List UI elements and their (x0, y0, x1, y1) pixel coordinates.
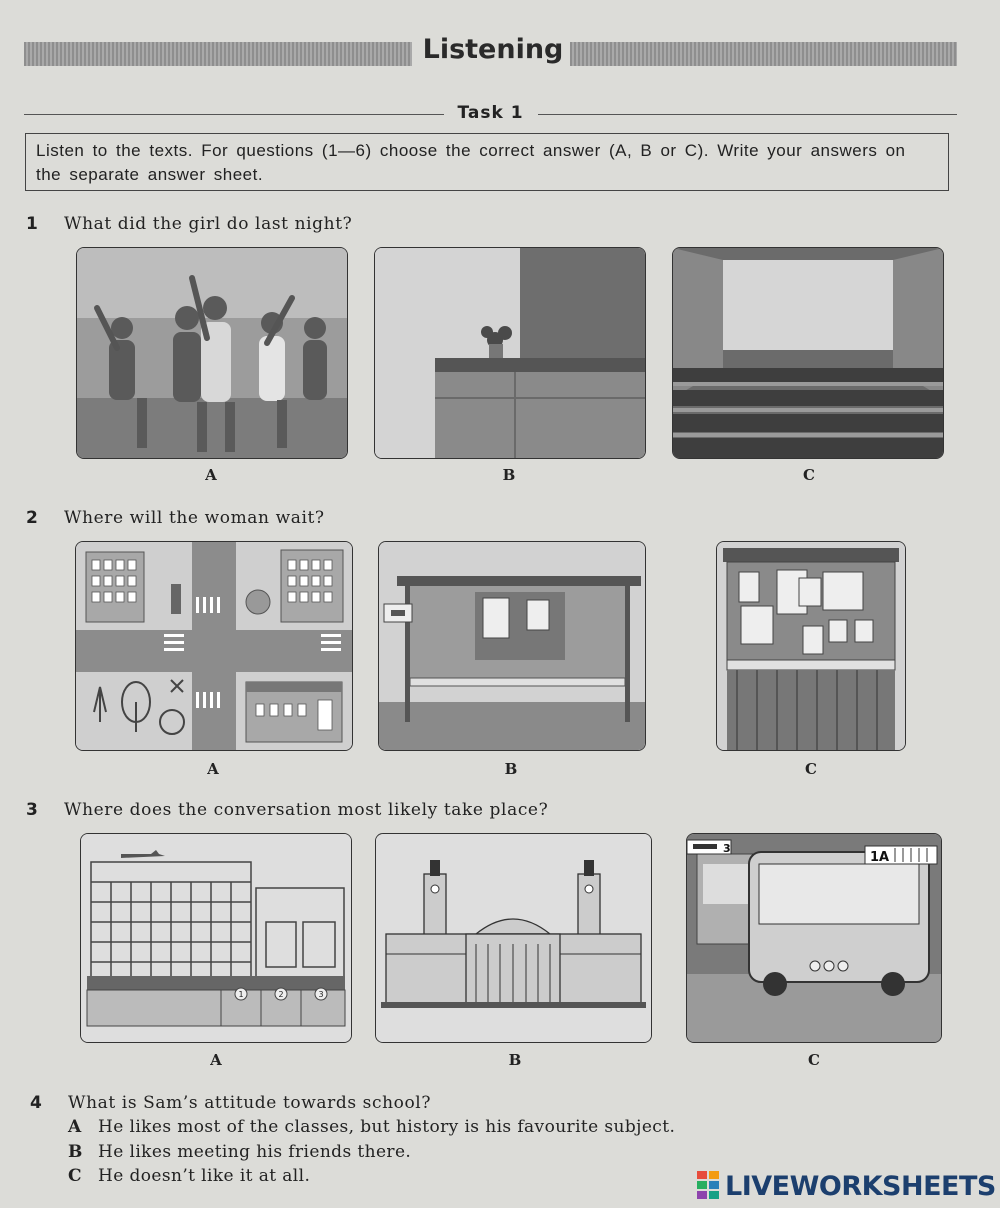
q1-option-b-image[interactable] (374, 247, 646, 459)
q1-label-a: A (205, 466, 217, 484)
platform-number-3: 3 (723, 842, 731, 855)
question-2 (26, 508, 325, 528)
q4-answer-a[interactable] (68, 1117, 675, 1137)
q2-label-b: B (504, 760, 518, 778)
task-divider-left (24, 114, 444, 115)
q3-option-a-image[interactable] (80, 833, 352, 1043)
task-divider-right (538, 114, 957, 115)
q2-option-c-image[interactable] (716, 541, 906, 751)
answer-text: He doesn’t like it at all. (98, 1166, 311, 1186)
q2-option-b-image[interactable] (378, 541, 646, 751)
liveworksheets-icon (697, 1171, 719, 1199)
liveworksheets-logo (697, 1171, 996, 1202)
q3-label-b: B (508, 1051, 522, 1069)
q4-answer-b[interactable] (68, 1142, 411, 1162)
platform-number-1a: 1A (870, 850, 890, 865)
q3-option-c-image[interactable] (686, 833, 942, 1043)
page-title: Listening (422, 34, 564, 65)
task-title: Task 1 (457, 103, 524, 123)
q2-label-c: C (805, 760, 817, 778)
answer-letter: A (68, 1117, 82, 1137)
clock-number-2: 2 (278, 990, 284, 999)
question-text: Where will the woman wait? (64, 508, 325, 528)
q1-option-a-image[interactable] (76, 247, 348, 459)
q3-label-c: C (808, 1051, 820, 1069)
question-text: What is Sam’s attitude towards school? (68, 1093, 432, 1113)
answer-text: He likes meeting his friends there. (98, 1142, 412, 1162)
question-number: 2 (26, 508, 39, 528)
question-text: Where does the conversation most likely take place? (64, 800, 549, 820)
clock-number-3: 3 (318, 990, 324, 999)
question-number: 4 (30, 1093, 43, 1113)
q2-label-a: A (207, 760, 219, 778)
question-number: 3 (26, 800, 39, 820)
question-4 (30, 1093, 431, 1113)
q3-option-b-image[interactable] (375, 833, 652, 1043)
instructions-box: Listen to the texts. For questions (1—6) choose the correct answer (A, B or C). Write your answers on the separate answer sheet. (25, 133, 949, 191)
question-1 (26, 214, 352, 234)
watermark-text: LIVEWORKSHEETS (725, 1171, 996, 1202)
q3-label-a: A (210, 1051, 222, 1069)
header-bar-right (570, 42, 957, 66)
clock-number-1: 1 (238, 990, 244, 999)
answer-text: He likes most of the classes, but history is his favourite subject. (98, 1117, 676, 1137)
q1-label-b: B (502, 466, 516, 484)
question-3 (26, 800, 548, 820)
question-text: What did the girl do last night? (64, 214, 353, 234)
q1-label-c: C (803, 466, 815, 484)
q4-answer-c[interactable] (68, 1166, 310, 1186)
answer-letter: B (68, 1142, 83, 1162)
question-number: 1 (26, 214, 39, 234)
header-bar-left (24, 42, 412, 66)
q2-option-a-image[interactable] (75, 541, 353, 751)
q1-option-c-image[interactable] (672, 247, 944, 459)
answer-letter: C (68, 1166, 82, 1186)
